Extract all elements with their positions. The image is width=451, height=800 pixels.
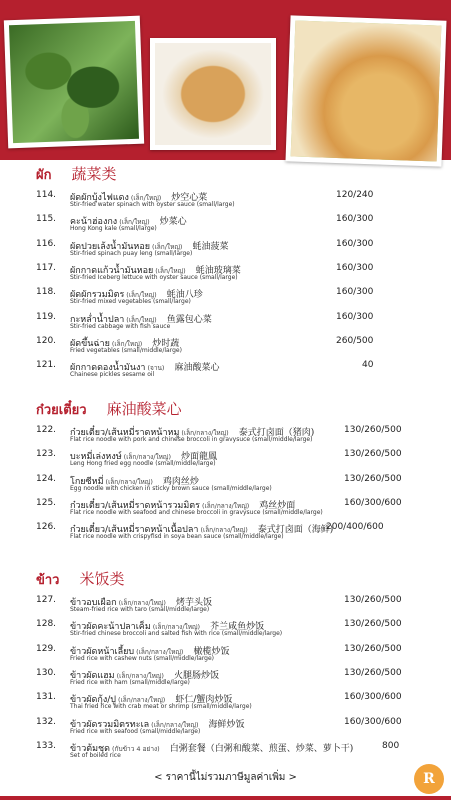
item-name-thai: ข้าวอบเผือก xyxy=(70,598,117,608)
item-price: 130/260/500 xyxy=(344,449,402,460)
item-name-thai: ข้าวผัดหน้าเลี้ยบ xyxy=(70,646,135,657)
menu-item xyxy=(0,360,451,382)
item-size: (เล็ก/กลาง/ใหญ่) xyxy=(116,671,164,680)
menu-item xyxy=(0,190,451,212)
item-number: 128. xyxy=(36,619,57,630)
item-name-thai: ก๋วยเตี๋ยว/เส้นหมี่ราดหน้าหมู xyxy=(70,428,180,438)
item-name-english: Leng Hong fried egg noodle (small/middle/large) xyxy=(70,460,216,468)
item-name-english: Fried rice with ham (small/middle/large) xyxy=(70,678,190,686)
item-name-english: Stir-fried mixed vegetables (small/large) xyxy=(70,298,191,306)
item-name-english: Flat rice noodle with pork and chinese broccoli in gravysuce (small/middle/large) xyxy=(70,436,313,443)
item-name-chinese: 烤芋头饭 xyxy=(175,598,212,608)
item-name-thai: ผัดขึ้นฉ่าย xyxy=(70,338,110,349)
item-number: 124. xyxy=(36,473,57,484)
section-header-noodles: ก๋วยเตี๋ยว 麻油酸菜心 xyxy=(36,400,182,418)
item-number: 131. xyxy=(36,692,57,703)
item-price: 120/240 xyxy=(336,190,374,200)
item-name-thai: ผัดปวยเล้งน้ำมันหอย xyxy=(70,241,151,252)
section-header-rice: ข้าว 米饭类 xyxy=(36,570,125,588)
item-price: 160/300/600 xyxy=(344,692,402,703)
item-size: (เล็ก/กลาง/ใหญ่) xyxy=(201,501,250,510)
item-price: 260/500 xyxy=(336,335,374,346)
item-name-english: Stir-fried water spinach with oyster sauce (small/large) xyxy=(70,201,235,208)
item-size: (เล็ก/ใหญ่) xyxy=(111,339,143,348)
item-name-english: Chainese pickles sesame oil xyxy=(70,371,155,379)
item-number: 132. xyxy=(36,716,57,727)
item-number: 133. xyxy=(36,740,57,751)
menu-item xyxy=(0,522,451,544)
item-name-english: Fried rice with cashew nuts (small/middle/large) xyxy=(70,654,215,662)
menu-item xyxy=(0,287,451,309)
item-number: 129. xyxy=(36,643,57,654)
item-name-english: Egg noodle with chicken in sticky brown sauce (small/middle/large) xyxy=(70,484,272,492)
item-name-chinese: 芥兰咸鱼炒饭 xyxy=(210,622,265,633)
menu-item xyxy=(0,239,451,261)
item-name-chinese: 虾仁/蟹肉炒饭 xyxy=(175,695,233,706)
item-name-thai: กะหล่ำน้ำปลา xyxy=(70,314,125,325)
menu-item xyxy=(0,474,451,496)
item-price: 130/260/500 xyxy=(344,473,402,484)
item-number: 119. xyxy=(36,311,57,322)
menu-item xyxy=(0,619,451,641)
item-name-thai: โกยซีหมี่ xyxy=(70,476,104,487)
item-name-chinese: 鱼露包心菜 xyxy=(166,314,212,325)
menu-item xyxy=(0,263,451,285)
item-size: (เล็ก/กลาง/ใหญ่) xyxy=(123,453,172,462)
item-number: 123. xyxy=(36,449,57,460)
item-name-thai: ผัดผักบุ้งไฟแดง xyxy=(70,193,129,203)
item-name-english: Fried rice with seafood (small/middle/large) xyxy=(70,727,201,735)
food-photo-banner xyxy=(0,0,451,160)
item-size: (เล็ก/กลาง/ใหญ่) xyxy=(181,429,229,437)
menu-item xyxy=(0,214,451,236)
item-name-chinese: 蚝油八珍 xyxy=(166,290,203,301)
item-name-chinese: 麻油酸菜心 xyxy=(174,363,220,374)
item-name-thai: ข้าวต้มชุด xyxy=(70,743,110,754)
section-header-vegetables: ผัก 蔬菜类 xyxy=(36,165,117,183)
menu-item xyxy=(0,498,451,520)
item-size: (เล็ก/กลาง/ใหญ่) xyxy=(117,696,166,705)
item-size: (เล็ก/กลาง/ใหญ่) xyxy=(200,526,248,535)
item-name-english: Fried vegetables (small/middle/large) xyxy=(70,346,182,354)
item-number: 117. xyxy=(36,262,57,273)
item-price: 160/300 xyxy=(336,311,374,322)
item-price: 160/300/600 xyxy=(344,497,402,508)
item-name-chinese: 白粥套餐（白粥和酸菜、煎蛋、炒菜、萝卜干) xyxy=(169,743,354,754)
item-price: 130/260/500 xyxy=(344,667,402,678)
item-price: 130/260/500 xyxy=(344,425,402,435)
item-name-chinese: 鸡丝炒面 xyxy=(259,500,296,511)
item-name-thai: บะหมี่เล่งหงษ์ xyxy=(70,452,122,463)
menu-item xyxy=(0,595,451,617)
item-price: 40 xyxy=(362,360,374,371)
item-name-thai: ผักกาดแก้วน้ำมันหอย xyxy=(70,265,154,276)
item-name-chinese: 海鲜炒饭 xyxy=(208,719,245,730)
item-name-chinese: 炒空心菜 xyxy=(171,193,208,203)
item-price: 200/400/600 xyxy=(326,522,384,533)
item-size: (เล็ก/ใหญ่) xyxy=(152,242,183,251)
item-price: 160/300 xyxy=(336,238,374,249)
item-number: 122. xyxy=(36,425,57,435)
item-name-english: Flat rice noodle with seafood and chinese broccoli in gravysuce (small/middle/large) xyxy=(70,508,323,516)
menu-item xyxy=(0,449,451,471)
item-name-chinese: 炒时蔬 xyxy=(152,338,180,349)
item-name-chinese: 蚝油玻璃菜 xyxy=(195,265,241,276)
footer-bar xyxy=(0,796,451,800)
fried-rice-photo xyxy=(285,15,446,166)
item-name-thai: คะน้าฮ่องกง xyxy=(70,217,118,228)
menu-item xyxy=(0,741,451,763)
item-name-chinese: 炒面龍鳳 xyxy=(181,452,218,463)
item-number: 116. xyxy=(36,238,57,249)
item-name-chinese: 泰式打卤面（猪肉) xyxy=(238,428,315,438)
item-name-english: Stir-fried spinach puay leng (small/large) xyxy=(70,249,193,257)
item-number: 125. xyxy=(36,497,57,508)
item-name-english: Stir-fried Iceberg lettuce with oyster sauce (small/large) xyxy=(70,273,238,281)
item-number: 130. xyxy=(36,667,57,678)
item-size: (เล็ก/ใหญ่) xyxy=(155,266,186,275)
item-size: (เล็ก/กลาง/ใหญ่) xyxy=(136,647,184,656)
item-name-chinese: 蚝油菠菜 xyxy=(192,241,229,252)
item-size: (จาน) xyxy=(147,364,165,373)
item-size: (เล็ก/กลาง/ใหญ่) xyxy=(151,720,199,729)
item-name-thai: ผักกาดดองน้ำมันงา xyxy=(70,363,146,374)
item-size: (กับข้าว 4 อย่าง) xyxy=(112,744,160,753)
item-price: 160/300 xyxy=(336,214,374,225)
menu-item xyxy=(0,668,451,690)
item-size: (เล็ก/ใหญ่) xyxy=(126,291,157,300)
item-name-thai: ก๋วยเตี๋ยว/เส้นหมี่ราดหน้าเนื้อปลา xyxy=(70,525,199,536)
item-number: 114. xyxy=(36,190,57,200)
item-price: 160/300/600 xyxy=(344,716,402,727)
item-name-english: Set of boiled rice xyxy=(70,751,121,759)
item-name-thai: ข้าวผัดแฮม xyxy=(70,670,115,681)
item-name-english: Stir-fried cabbage with fish sauce xyxy=(70,322,171,330)
item-price: 160/300 xyxy=(336,287,374,298)
item-name-thai: ข้าวผัดกุ้ง/ปู xyxy=(70,695,116,706)
menu-item xyxy=(0,644,451,666)
item-number: 121. xyxy=(36,360,57,371)
item-name-thai: ข้าวผัดคะน้าปลาเค็ม xyxy=(70,622,151,633)
item-size: (เล็ก/ใหญ่) xyxy=(130,194,162,202)
menu-item xyxy=(0,425,451,447)
item-size: (เล็ก/ใหญ่) xyxy=(119,218,150,227)
item-name-thai: ก๋วยเตี๋ยว/เส้นหมี่ราดหน้ารวมมิตร xyxy=(70,500,200,511)
item-name-thai: ผัดผักรวมมิตร xyxy=(70,290,125,301)
bean-sprouts-photo xyxy=(150,38,276,150)
item-name-chinese: 泰式打卤面（海鲜) xyxy=(257,525,334,536)
vat-note: < ราคานี้ไม่รวมภาษีมูลค่าเพิ่ม > xyxy=(154,772,297,783)
item-name-english: Stir-fried chinese broccoli and salted fish with rice (small/middle/large) xyxy=(70,630,283,638)
item-name-chinese: 炒菜心 xyxy=(159,217,187,228)
item-name-english: Hong Kong kale (small/large) xyxy=(70,225,157,233)
item-number: 126. xyxy=(36,522,57,533)
item-price: 130/260/500 xyxy=(344,619,402,630)
item-price: 130/260/500 xyxy=(344,595,402,605)
item-size: (เล็ก/ใหญ่) xyxy=(126,315,157,324)
menu-item xyxy=(0,717,451,739)
item-number: 120. xyxy=(36,335,57,346)
item-name-thai: ข้าวผัดรวมมิตรทะเล xyxy=(70,719,150,730)
item-size: (เล็ก/กลาง/ใหญ่) xyxy=(152,623,201,632)
restaurant-logo: R xyxy=(414,764,444,794)
item-price: 130/260/500 xyxy=(344,643,402,654)
item-size: (เล็ก/กลาง/ใหญ่) xyxy=(118,599,166,607)
menu-item xyxy=(0,692,451,714)
item-number: 127. xyxy=(36,595,57,605)
item-name-english: Steam-fried rice with taro (small/middle/large) xyxy=(70,606,210,613)
item-name-chinese: 鸡肉丝炒 xyxy=(162,476,199,487)
item-number: 118. xyxy=(36,287,57,298)
item-number: 115. xyxy=(36,214,57,225)
item-price: 800 xyxy=(382,740,400,751)
water-spinach-photo xyxy=(4,16,144,149)
item-name-chinese: 橄榄炒饭 xyxy=(193,646,230,657)
item-size: (เล็ก/กลาง/ใหญ่) xyxy=(105,477,153,486)
item-price: 160/300 xyxy=(336,262,374,273)
item-name-chinese: 火腿肠炒饭 xyxy=(173,670,219,681)
item-name-english: Thai fried rice with crab meat or shrimp (small/middle/large) xyxy=(70,703,252,711)
item-name-english: Flat rice noodle with crispyfisd in soya bean sauce (small/middle/large) xyxy=(70,533,284,541)
menu-item xyxy=(0,336,451,358)
menu-item xyxy=(0,312,451,334)
